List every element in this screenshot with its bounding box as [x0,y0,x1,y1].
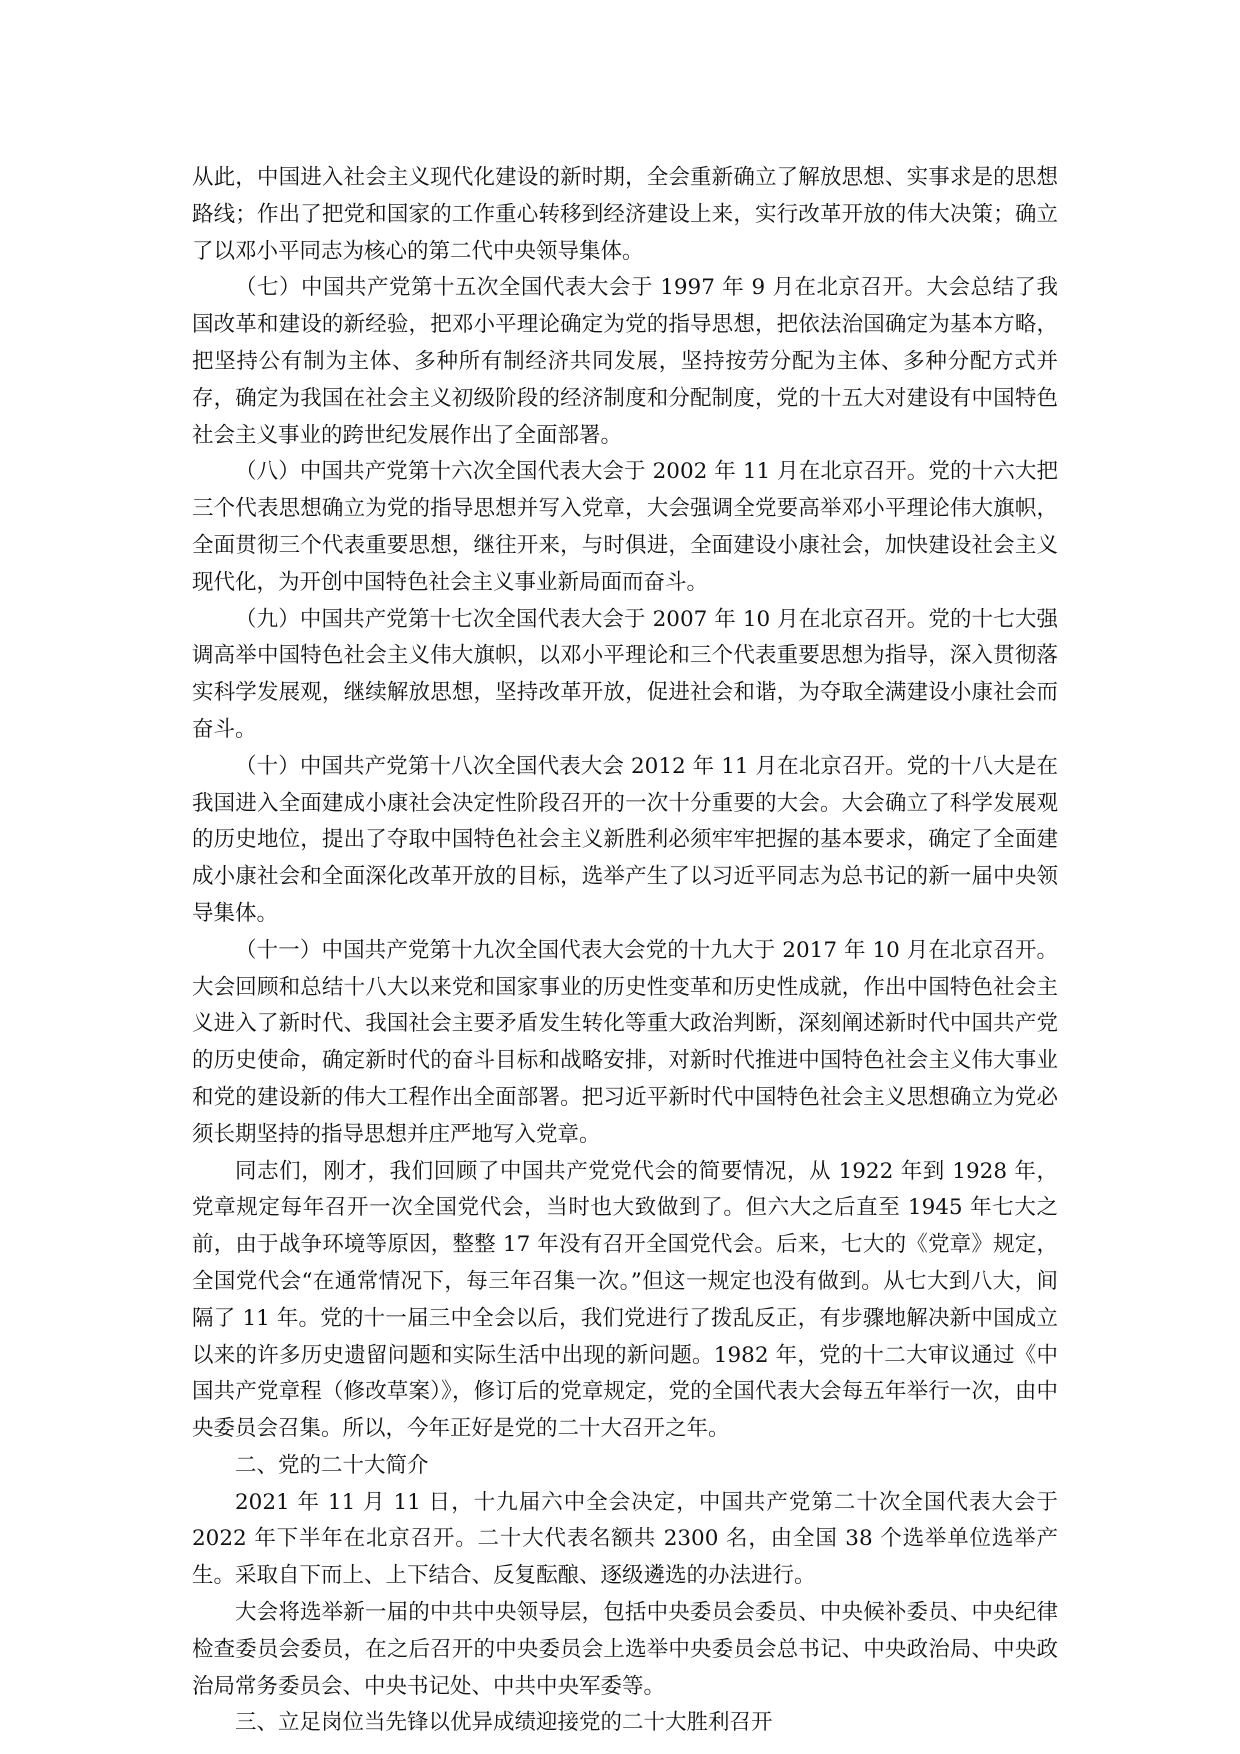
paragraph-20th-congress-delegates: 2021 年 11 月 11 日，十九届六中全会决定，中国共产党第二十次全国代表大会于 2022 年下半年在北京召开。二十大代表名额共 2300 名，由全国 38 个选举单位选举产生。采取自下而上、上下结合、反复酝酿、逐级遴选的办法进行。 [192,1489,1058,1589]
document-body [192,160,1058,1742]
paragraph-congress-history-summary: 同志们，刚才，我们回顾了中国共产党党代会的简要情况，从 1922 年到 1928 年，党章规定每年召开一次全国党代会，当时也大致做到了。但六大之后直至 1945 年七大之前，由于战争环境等原因，整整 17 年没有召开全国党代会。后来，七大的《党章》规定，全国党代会“在通常情况下，每三年召集一次。”但这一规定也没有做到。从七大到八大，间隔了 11 年。党的十一届三中全会以后，我们党进行了拨乱反正，有步骤地解决新中国成立以来的许多历史遗留问题和实际生活中出现的新问题。1982 年，党的十二大审议通过《中国共产党章程（修改草案）》，修订后的党章规定，党的全国代表大会每五年举行一次，由中央委员会召集。所以，今年正好是党的二十大召开之年。 [192,1158,1058,1442]
section-heading-20th-congress-intro: 二、党的二十大简介 [235,1452,429,1478]
paragraph-19th-congress: （十一）中国共产党第十九次全国代表大会党的十九大于 2017 年 10 月在北京召开。大会回顾和总结十八大以来党和国家事业的历史性变革和历史性成就，作出中国特色社会主义进入了新时代、我国社会主要矛盾发生转化等重大政治判断，深刻阐述新时代中国共产党的历史使命，确定新时代的奋斗目标和战略安排，对新时代推进中国特色社会主义伟大事业和党的建设新的伟大工程作出全面部署。把习近平新时代中国特色社会主义思想确立为党必须长期坚持的指导思想并庄严地写入党章。 [192,937,1058,1147]
section-heading-pioneer-post: 三、立足岗位当先锋以优异成绩迎接党的二十大胜利召开 [235,1710,773,1736]
paragraph-16th-congress: （八）中国共产党第十六次全国代表大会于 2002 年 11 月在北京召开。党的十六大把三个代表思想确立为党的指导思想并写入党章，大会强调全党要高举邓小平理论伟大旗帜，全面贯彻三个代表重要思想，继往开来，与时俱进，全面建设小康社会，加快建设社会主义现代化，为开创中国特色社会主义事业新局面而奋斗。 [192,459,1058,595]
paragraph-18th-congress: （十）中国共产党第十八次全国代表大会 2012 年 11 月在北京召开。党的十八大是在我国进入全面建成小康社会决定性阶段召开的一次十分重要的大会。大会确立了科学发展观的历史地位，提出了夺取中国特色社会主义新胜利必须牢牢把握的基本要求，确定了全面建成小康社会和全面深化改革开放的目标，选举产生了以习近平同志为总书记的新一届中央领导集体。 [192,753,1058,926]
paragraph-17th-congress: （九）中国共产党第十七次全国代表大会于 2007 年 10 月在北京召开。党的十七大强调高举中国特色社会主义伟大旗帜，以邓小平理论和三个代表重要思想为指导，深入贯彻落实科学发展观，继续解放思想，坚持改革开放，促进社会和谐，为夺取全满建设小康社会而奋斗。 [192,606,1058,742]
paragraph-15th-congress: （七）中国共产党第十五次全国代表大会于 1997 年 9 月在北京召开。大会总结了我国改革和建设的新经验，把邓小平理论确定为党的指导思想，把依法治国确定为基本方略，把坚持公有制为主体、多种所有制经济共同发展，坚持按劳分配为主体、多种分配方式并存，确定为我国在社会主义初级阶段的经济制度和分配制度，党的十五大对建设有中国特色社会主义事业的跨世纪发展作出了全面部署。 [192,275,1058,448]
paragraph-20th-congress-elections: 大会将选举新一届的中共中央领导层，包括中央委员会委员、中央候补委员、中央纪律检查委员会委员，在之后召开的中央委员会上选举中央委员会总书记、中央政治局、中央政治局常务委员会、中央书记处、中共中央军委等。 [192,1600,1058,1699]
paragraph-intro-continued: 从此，中国进入社会主义现代化建设的新时期，全会重新确立了解放思想、实事求是的思想路线；作出了把党和国家的工作重心转移到经济建设上来，实行改革开放的伟大决策；确立了以邓小平同志为核心的第二代中央领导集体。 [192,165,1058,264]
